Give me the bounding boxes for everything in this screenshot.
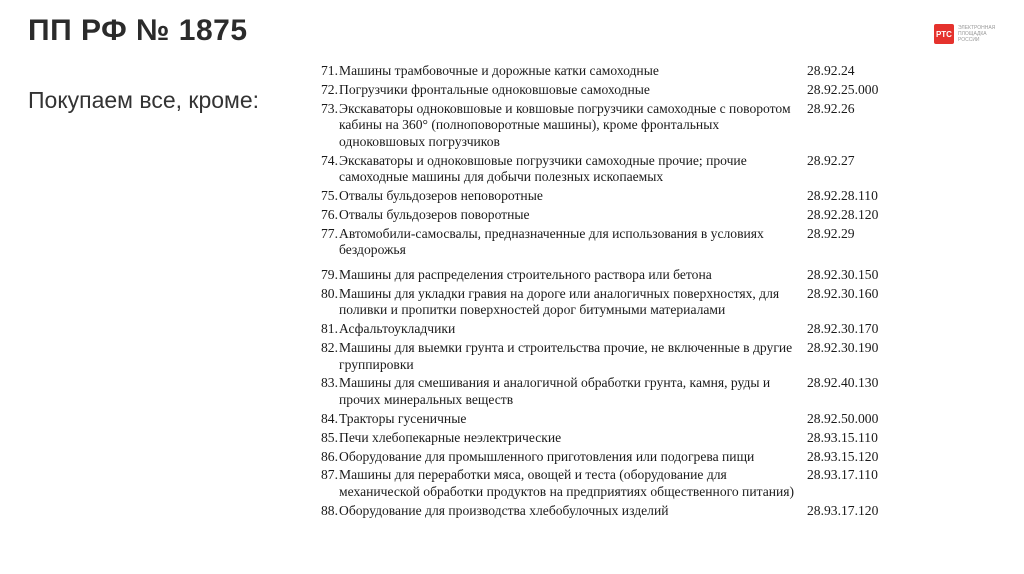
table-row: [314, 286, 894, 319]
table-row: [314, 411, 894, 428]
row-code: 28.92.50.000: [807, 410, 879, 426]
row-num: 79.: [321, 266, 338, 282]
row-code: 28.92.30.170: [807, 321, 879, 337]
row-text: Машины для укладки гравия на дороге или аналогичных поверхностях, для поливки и пропитки поверхностей дорог битумными материалами: [339, 285, 780, 318]
logo-line-2: ПЛОЩАДКА: [958, 31, 987, 37]
row-code: 28.93.15.120: [807, 448, 879, 464]
row-num: 72.: [321, 81, 338, 97]
row-text: Машины для переработки мяса, овощей и теста (оборудование для механической обработки продуктов на предприятиях общественного питания): [339, 467, 795, 499]
row-code: 28.92.28.120: [807, 206, 879, 222]
table-row: [314, 188, 894, 205]
table-row: [314, 207, 894, 224]
table-row: [314, 63, 894, 80]
table-row: [314, 226, 894, 259]
table-row: [314, 153, 894, 186]
row-num: 88.: [321, 502, 338, 518]
row-num: 71.: [321, 63, 338, 78]
row-code: 28.92.30.150: [807, 266, 879, 282]
row-code: 28.92.26: [807, 100, 855, 116]
row-num: 87.: [321, 467, 338, 483]
row-num: 75.: [321, 188, 338, 204]
row-code: 28.92.28.110: [807, 188, 878, 204]
table-row: [314, 449, 894, 466]
row-text: Отвалы бульдозеров неповоротные: [339, 188, 543, 204]
row-text: Автомобили-самосвалы, предназначенные для использования в условиях бездорожья: [339, 225, 764, 258]
row-code: 28.92.30.190: [807, 340, 879, 356]
row-text: Машины для смешивания и аналогичной обработки грунта, камня, руды и прочих минеральных веществ: [339, 375, 771, 407]
row-code: 28.93.17.120: [807, 502, 879, 518]
row-num: 76.: [321, 206, 338, 222]
row-code: 28.93.17.110: [807, 467, 878, 483]
row-code: 28.92.40.130: [807, 375, 879, 391]
row-text: Тракторы гусеничные: [339, 410, 467, 426]
table-row: [314, 375, 894, 408]
row-num: 80.: [321, 285, 338, 301]
table-row: [314, 503, 894, 520]
table-row: [314, 430, 894, 447]
rts-logo-mark: РТС: [934, 24, 954, 44]
row-code: 28.92.25.000: [807, 81, 879, 97]
row-text: Оборудование для производства хлебобулочных изделий: [339, 502, 669, 518]
row-num: 81.: [321, 321, 338, 337]
row-text: Машины для выемки грунта и строительства прочие, не включенные в другие группировки: [339, 340, 793, 372]
row-code: 28.93.15.110: [807, 429, 878, 445]
row-code: 28.92.27: [807, 152, 855, 168]
row-num: 77.: [321, 225, 338, 241]
table-row: [314, 101, 894, 151]
row-text: Машины трамбовочные и дорожные катки самоходные: [339, 63, 659, 78]
page-title: ПП РФ № 1875: [28, 14, 248, 47]
table-row: [314, 267, 894, 284]
row-code: 28.92.24: [807, 63, 855, 78]
row-text: Экскаваторы одноковшовые и ковшовые погрузчики самоходные с поворотом кабины на 360° (полноповоротные машины), кроме фронтальных одноковшовых погрузчиков: [339, 100, 791, 149]
row-num: 85.: [321, 429, 338, 445]
table-row: [314, 321, 894, 338]
row-text: Оборудование для промышленного приготовления или подогрева пищи: [339, 448, 755, 464]
logo-line-1: ЭЛЕКТРОННАЯ: [958, 25, 996, 31]
row-num: 86.: [321, 448, 338, 464]
rts-logo-text: [958, 25, 995, 43]
table-row: [314, 82, 894, 99]
row-num: 83.: [321, 375, 338, 391]
row-text: Экскаваторы и одноковшовые погрузчики самоходные прочие; прочие самоходные машины для добычи полезных ископаемых: [339, 152, 747, 185]
row-text: Машины для распределения строительного раствора или бетона: [339, 266, 712, 282]
table-row: [314, 467, 894, 500]
row-text: Отвалы бульдозеров поворотные: [339, 206, 530, 222]
row-text: Печи хлебопекарные неэлектрические: [339, 429, 562, 445]
codes-table: [314, 63, 894, 522]
row-code: 28.92.30.160: [807, 285, 879, 301]
row-num: 74.: [321, 152, 338, 168]
row-text: Асфальтоукладчики: [339, 321, 456, 337]
row-num: 84.: [321, 410, 338, 426]
row-num: 82.: [321, 340, 338, 356]
logo-line-3: РОССИИ: [958, 37, 980, 43]
table-row: [314, 340, 894, 373]
row-text: Погрузчики фронтальные одноковшовые самоходные: [339, 81, 650, 97]
page-subtitle: Покупаем все, кроме:: [28, 87, 260, 113]
row-num: 73.: [321, 100, 338, 116]
row-code: 28.92.29: [807, 225, 855, 241]
rts-logo: [934, 23, 1014, 45]
